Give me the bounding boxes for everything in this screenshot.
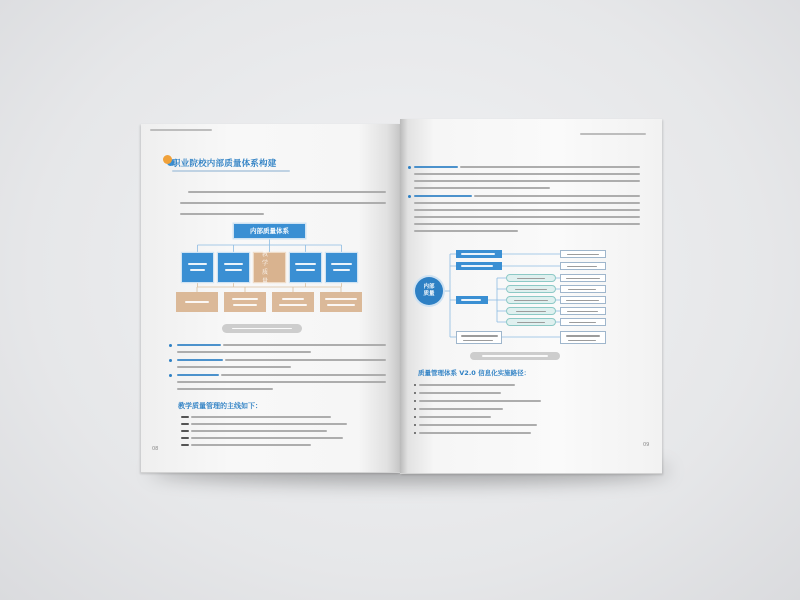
running-header bbox=[580, 133, 646, 135]
list-lead-line bbox=[181, 430, 189, 432]
diagram-pill bbox=[506, 318, 556, 326]
diagram-pill bbox=[506, 274, 556, 282]
list-lead-line bbox=[181, 416, 189, 418]
diagram-node bbox=[456, 296, 488, 304]
bullet-icon bbox=[414, 400, 416, 402]
diagram-sub-box bbox=[272, 292, 314, 312]
diagram-node bbox=[456, 262, 502, 270]
section-heading: 教学质量管理的主线如下： bbox=[178, 402, 262, 410]
diagram-root-box: 内部质量体系 bbox=[234, 224, 305, 238]
leaf-text-line bbox=[566, 300, 599, 302]
list-lead-line bbox=[181, 437, 189, 439]
paragraph-line bbox=[414, 230, 518, 232]
list-text-line bbox=[419, 392, 501, 394]
box-text-line bbox=[185, 301, 209, 303]
box-text-line bbox=[461, 335, 498, 337]
list-text-line bbox=[419, 408, 503, 410]
box-text-line bbox=[461, 253, 495, 255]
bullet-text-line bbox=[223, 344, 386, 346]
bullet-text-line bbox=[177, 366, 291, 368]
box-text-line bbox=[224, 263, 243, 265]
box-text-line bbox=[463, 340, 493, 342]
diagram-pill bbox=[506, 307, 556, 315]
bullet-lead-line bbox=[177, 374, 219, 376]
list-text-line bbox=[191, 444, 311, 446]
paragraph-line bbox=[180, 213, 264, 215]
diagram-pill bbox=[506, 285, 556, 293]
leaf-text-line bbox=[567, 254, 599, 256]
diagram-leaf bbox=[560, 331, 606, 344]
paragraph-line bbox=[180, 202, 386, 204]
diagram-node bbox=[456, 331, 502, 344]
leaf-text-line bbox=[567, 311, 598, 313]
bullet-icon bbox=[414, 408, 416, 410]
paragraph-line bbox=[414, 216, 640, 218]
diagram-leaf bbox=[560, 274, 606, 282]
list-lead-line bbox=[181, 444, 189, 446]
bullet-text-line bbox=[177, 381, 386, 383]
paragraph-line bbox=[460, 166, 640, 168]
pill-text-line bbox=[514, 300, 548, 302]
list-lead-line bbox=[181, 423, 189, 425]
section-heading: 质量管理体系 V2.0 信息化实施路径： bbox=[418, 369, 531, 377]
figure-caption bbox=[222, 324, 302, 333]
box-text-line bbox=[282, 298, 304, 300]
diagram-leaf bbox=[560, 318, 606, 326]
page-number: 08 bbox=[152, 446, 159, 452]
list-text-line bbox=[419, 432, 531, 434]
diagram-box bbox=[326, 253, 357, 282]
diagram-center-label: 内部质量 bbox=[423, 284, 435, 297]
diagram-node bbox=[456, 250, 502, 258]
box-text-line bbox=[296, 269, 315, 271]
box-text-line bbox=[461, 265, 493, 267]
list-text-line bbox=[191, 416, 331, 418]
box-text-line bbox=[232, 298, 258, 300]
bullet-icon bbox=[414, 392, 416, 394]
figure-caption bbox=[470, 352, 560, 360]
bullet-icon bbox=[414, 416, 416, 418]
bullet-text-line bbox=[221, 374, 386, 376]
diagram-center-label: 教学质量 bbox=[262, 250, 272, 285]
list-text-line bbox=[191, 423, 347, 425]
bullet-text-line bbox=[177, 351, 311, 353]
diagram-leaf bbox=[560, 296, 606, 304]
caption-text-line bbox=[482, 355, 548, 357]
pill-text-line bbox=[516, 311, 546, 313]
list-text-line bbox=[191, 437, 343, 439]
box-text-line bbox=[188, 263, 207, 265]
bullet-icon bbox=[414, 424, 416, 426]
pill-text-line bbox=[515, 289, 547, 291]
bullet-lead-line bbox=[414, 166, 458, 168]
right-page bbox=[400, 119, 662, 474]
paragraph-line bbox=[414, 187, 550, 189]
paragraph-line bbox=[414, 209, 640, 211]
list-text-line bbox=[419, 384, 515, 386]
leaf-text-line bbox=[568, 289, 596, 291]
diagram-pill bbox=[506, 296, 556, 304]
box-text-line bbox=[333, 269, 350, 271]
paragraph-line bbox=[188, 191, 386, 193]
paragraph-line bbox=[474, 195, 640, 197]
title-subtitle-line bbox=[172, 170, 290, 172]
box-text-line bbox=[233, 304, 257, 306]
leaf-text-line bbox=[567, 266, 597, 268]
running-header bbox=[150, 129, 212, 131]
bullet-icon bbox=[414, 384, 416, 386]
bullet-icon bbox=[169, 344, 172, 347]
diagram-leaf bbox=[560, 307, 606, 315]
box-text-line bbox=[331, 263, 352, 265]
box-text-line bbox=[279, 304, 307, 306]
bullet-lead-line bbox=[414, 195, 472, 197]
diagram-leaf bbox=[560, 285, 606, 293]
bullet-text-line bbox=[177, 388, 273, 390]
bullet-icon bbox=[414, 432, 416, 434]
diagram-center-circle bbox=[415, 277, 443, 305]
box-text-line bbox=[461, 299, 481, 301]
list-text-line bbox=[191, 430, 327, 432]
diagram-box bbox=[290, 253, 321, 282]
diagram-leaf bbox=[560, 250, 606, 258]
diagram-sub-box bbox=[176, 292, 218, 312]
bullet-text-line bbox=[225, 359, 386, 361]
paragraph-line bbox=[414, 173, 640, 175]
bullet-icon bbox=[169, 359, 172, 362]
bullet-icon bbox=[408, 195, 411, 198]
list-text-line bbox=[419, 424, 537, 426]
bullet-lead-line bbox=[177, 344, 221, 346]
box-text-line bbox=[327, 304, 355, 306]
pill-text-line bbox=[517, 278, 545, 280]
caption-text-line bbox=[232, 328, 292, 330]
paragraph-line bbox=[414, 223, 640, 225]
bullet-icon bbox=[408, 166, 411, 169]
left-page bbox=[141, 124, 400, 473]
diagram-leaf bbox=[560, 262, 606, 270]
diagram-sub-box bbox=[320, 292, 362, 312]
diagram-sub-box bbox=[224, 292, 266, 312]
diagram-center-box bbox=[254, 250, 285, 285]
box-text-line bbox=[325, 298, 357, 300]
box-text-line bbox=[190, 269, 205, 271]
leaf-text-line bbox=[566, 278, 600, 280]
page-number: 09 bbox=[643, 442, 650, 448]
paragraph-line bbox=[414, 180, 640, 182]
bullet-icon bbox=[169, 374, 172, 377]
diagram-box bbox=[182, 253, 213, 282]
paragraph-line bbox=[414, 202, 640, 204]
leaf-text-line bbox=[568, 340, 596, 342]
box-text-line bbox=[295, 263, 316, 265]
page-title: 职业院校内部质量体系构建 bbox=[172, 159, 277, 169]
leaf-text-line bbox=[566, 335, 600, 337]
bullet-lead-line bbox=[177, 359, 223, 361]
list-text-line bbox=[419, 400, 541, 402]
diagram-box bbox=[218, 253, 249, 282]
list-text-line bbox=[419, 416, 491, 418]
leaf-text-line bbox=[569, 322, 596, 324]
pill-text-line bbox=[517, 322, 545, 324]
box-text-line bbox=[225, 269, 242, 271]
